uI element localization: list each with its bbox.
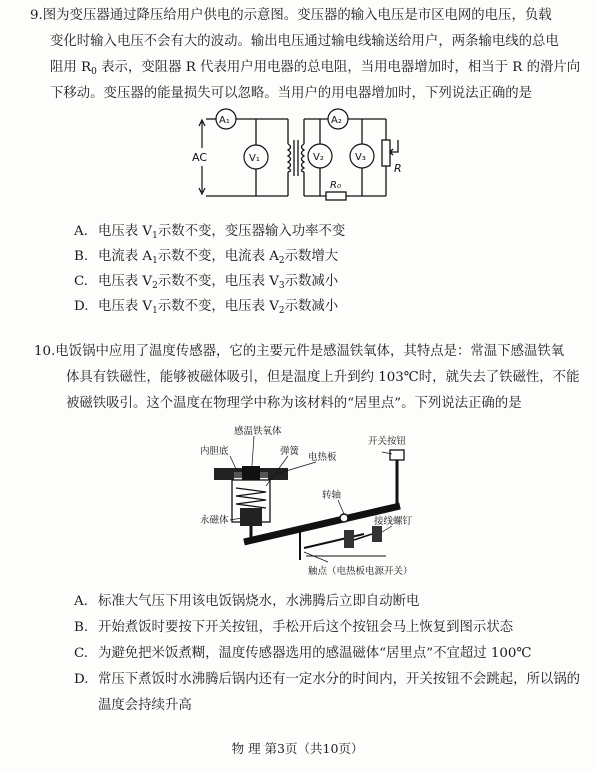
q10-option-d[interactable]: D. 常压下煮饭时水沸腾后锅内还有一定水分的时间内，开关按钮不会跳起，所以锅的 xyxy=(74,672,581,687)
q9-option-d[interactable]: D. 电压表 $V_1$示数不变，电压表 $V_2$示数减小 xyxy=(74,299,339,316)
page-footer: 物 理 第3页（共10页） xyxy=(231,741,364,756)
resistor-r0-label: R₀ xyxy=(330,180,341,191)
rheostat-r-label: R xyxy=(394,162,402,175)
q9-stem-line-1: 9.图为变压器通过降压给用户供电的示意图。变压器的输入电压是市区电网的电压，负载 xyxy=(30,8,552,23)
label-switch-button: 开关按钮 xyxy=(368,436,407,447)
q10-stem-line-3: 被磁铁吸引。这个温度在物理学中称为该材料的“居里点”。下列说法正确的是 xyxy=(66,396,522,411)
q9-stem-line-4: 下移动。变压器的能量损失可以忽略。当用户的用电器增加时，下列说法正确的是 xyxy=(50,86,533,101)
label-screw: 接线螺钉 xyxy=(374,516,413,527)
label-contact: 触点（电热板电源开关） xyxy=(308,566,413,577)
q10-stem-line-2: 体具有铁磁性，能够被磁体吸引，但是温度上升到约 103℃时，就失去了铁磁性，不能 xyxy=(66,370,580,385)
voltmeter-v3-label: V₃ xyxy=(355,152,366,163)
q9-stem-line-2: 变化时输入电压不会有大的波动。输出电压通过输电线输送给用户，两条输电线的总电 xyxy=(50,34,559,49)
q9-stem-line-3: 阻用 $R_0$ 表示，变阻器 R 代表用户用电器的总电阻，当用电器增加时，相当于 R 的滑片向 xyxy=(50,60,581,77)
ac-label: AC xyxy=(192,151,208,164)
q10-option-a[interactable]: A. 标准大气压下用该电饭锅烧水，水沸腾后立即自动断电 xyxy=(74,594,420,609)
q10-rice-cooker-figure xyxy=(196,422,428,580)
q10-stem-line-1: 10.电饭锅中应用了温度传感器，它的主要元件是感温铁氧体，其特点是：常温下感温铁氧 xyxy=(34,344,565,359)
q9-option-c[interactable]: C. 电压表 $V_2$示数不变，电压表 $V_3$示数减小 xyxy=(74,274,339,291)
q9-option-a[interactable]: A. 电压表 $V_1$示数不变，变压器输入功率不变 xyxy=(74,224,346,241)
ammeter-a1-label: A₁ xyxy=(219,115,230,126)
label-spring: 弹簧 xyxy=(280,446,300,457)
label-inner-pot-bottom: 内胆底 xyxy=(200,446,229,457)
q10-option-c[interactable]: C. 为避免把米饭煮糊，温度传感器选用的感温磁体“居里点”不宜超过 100℃ xyxy=(74,646,532,661)
q10-option-d-continued: 温度会持续升高 xyxy=(98,698,192,713)
voltmeter-v1-label: V₁ xyxy=(249,153,260,164)
label-heater-plate: 电热板 xyxy=(308,452,337,463)
voltmeter-v2-label: V₂ xyxy=(313,152,324,163)
label-ferrite: 感温铁氧体 xyxy=(234,426,282,437)
q10-option-b[interactable]: B. 开始煮饭时要按下开关按钮，手松开后这个按钮会马上恢复到图示状态 xyxy=(74,620,514,635)
ammeter-a2-label: A₂ xyxy=(331,115,342,126)
label-axis: 转轴 xyxy=(322,490,342,501)
q9-transformer-circuit-figure xyxy=(180,100,420,208)
label-magnet: 永磁体 xyxy=(200,515,229,526)
q9-option-b[interactable]: B. 电流表 $A_1$示数不变，电流表 $A_2$示数增大 xyxy=(74,249,339,266)
